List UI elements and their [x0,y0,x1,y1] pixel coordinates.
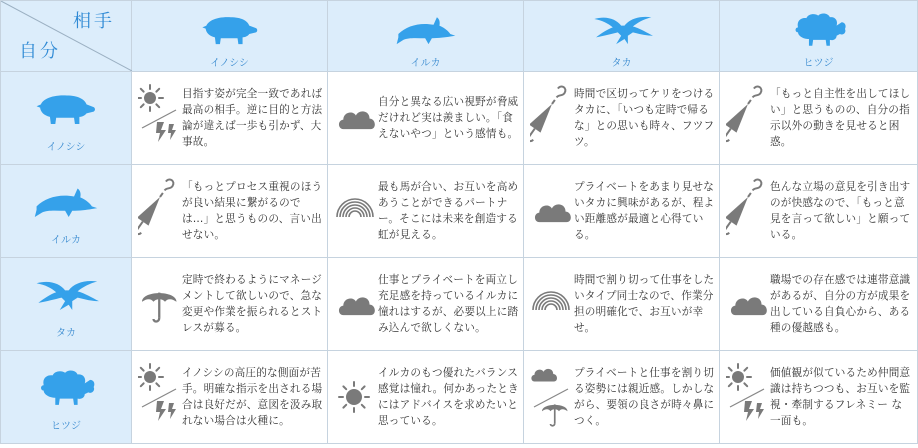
table-cell [524,72,720,165]
umbrella-icon [138,270,180,338]
table-cell [132,258,328,351]
table-row [1,351,918,444]
column-label: タカ [611,58,632,69]
weather-icon-wrap [726,84,768,152]
table-row [1,72,918,165]
sheep-icon-wrap [1,365,131,413]
cloud-to-umbrella-icon [530,363,572,431]
cell-text: 仕事とプライベートを両立し充足感を持っているイルカに憧れはするが、必要以上に踏み込んで欲しくない。 [378,274,519,334]
column-header [328,1,524,72]
table-cell [132,165,328,258]
cloud-icon [726,270,768,338]
table-cell [524,165,720,258]
weather-icon-wrap [334,84,376,152]
boar-icon-wrap [1,86,131,134]
dolphin-icon [395,9,457,49]
dolphin-icon [33,179,99,223]
opponent-label: 相手 [73,11,115,32]
cell-text: 最も馬が合い、お互いを高めあうことができるパートナー。そこには未来を創造する虹が見える。 [378,181,519,241]
table-cell [328,165,524,258]
column-header [524,1,720,72]
table-row [1,258,918,351]
column-label: イノシシ [210,58,249,69]
closed-umbrella-icon [530,84,572,152]
column-header [132,1,328,72]
sheep-icon [33,365,99,409]
weather-icon-wrap [138,177,180,245]
boar-icon [33,86,99,130]
rainbow-icon [334,177,376,245]
column-header [720,1,918,72]
cell-text: プライベートをあまり見せないタカに興味があるが、程よい距離感が最適と心得ている。 [574,181,715,241]
row-label: ヒツジ [51,420,81,432]
table-row [1,165,918,258]
table-cell [720,351,918,444]
sun-to-thunder-icon [138,84,180,152]
dolphin-icon-wrap [1,179,131,227]
table-cell [328,258,524,351]
hawk-icon [591,9,653,49]
table-cell [524,351,720,444]
cell-text: 時間で区切ってケリをつけるタカに、「いつも定時で帰るな」との思いも時々、フツフツ。 [574,88,715,148]
table-cell [132,351,328,444]
dolphin-icon-wrap [328,9,523,53]
cell-text: 価値観が似ているため仲間意識は持ちつつも、お互いを監視・牽制するフレネミー な一面も。 [770,367,911,427]
cell-text: 職場での存在感では連帯意識があるが、自分の方が成果を出している自負心から、ある種の優越感も。 [770,274,911,334]
weather-icon-wrap [726,363,768,431]
table-cell [720,165,918,258]
hawk-icon-wrap [524,9,719,53]
cell-text: 自分と異なる広い視野が脅威だけれど実は羨ましい。「食えないやつ」という感情も。 [378,96,519,140]
row-header [1,351,132,444]
hawk-icon-wrap [1,272,131,320]
weather-icon-wrap [530,177,572,245]
hawk-icon [33,272,99,316]
column-label: イルカ [410,58,441,69]
sun-to-thunder-icon [726,363,768,431]
header-row [1,1,918,72]
row-label: イルカ [51,234,81,246]
row-header [1,165,132,258]
table-cell [328,351,524,444]
weather-icon-wrap [334,270,376,338]
sun-to-thunder-icon [138,363,180,431]
weather-icon-wrap [138,270,180,338]
row-label: タカ [56,327,76,339]
table-cell [720,258,918,351]
weather-icon-wrap [726,270,768,338]
weather-icon-wrap [138,84,180,152]
cell-text: 時間で割り切って仕事をしたいタイプ同士なので、作業分担の明確化で、お互いが幸せ。 [574,274,715,334]
closed-umbrella-icon [726,84,768,152]
weather-icon-wrap [530,84,572,152]
table-cell [132,72,328,165]
table-cell [524,258,720,351]
weather-icon-wrap [530,363,572,431]
boar-icon-wrap [132,9,327,53]
closed-umbrella-icon [726,177,768,245]
sun-icon [334,363,376,431]
cell-text: イノシシの高圧的な側面が苦手。明確な指示を出される場合は良好だが、意図を汲み取れない場合は火種に。 [182,367,323,427]
cloud-icon [530,177,572,245]
boar-icon [199,9,261,49]
cell-text: 定時で終わるようにマネージメントして欲しいので、急な変更や作業を振られるとストレスが募る。 [182,274,323,334]
rainbow-icon [530,270,572,338]
sheep-icon [788,9,850,49]
cell-text: イルカのもつ優れたバランス感覚は憧れ。何かあったときにはアドバイスを求めたいと思っている。 [378,367,519,427]
weather-icon-wrap [334,177,376,245]
cell-text: プライベートと仕事を割り切る姿勢には親近感。しかしながら、要領の良さが時々鼻につく。 [574,367,715,427]
row-label: イノシシ [46,141,86,153]
weather-icon-wrap [334,363,376,431]
weather-icon-wrap [726,177,768,245]
sheep-icon-wrap [720,9,917,53]
table-cell [328,72,524,165]
corner-cell [1,1,132,72]
column-label: ヒツジ [803,58,834,69]
weather-icon-wrap [530,270,572,338]
cell-text: 色んな立場の意見を引き出すのが快感なので、「もっと意見を言って欲しい」と願っている。 [770,181,911,241]
table-cell [720,72,918,165]
closed-umbrella-icon [138,177,180,245]
weather-icon-wrap [138,363,180,431]
cloud-icon [334,84,376,152]
row-header [1,258,132,351]
cell-text: 「もっと自主性を出してほしい」と思うものの、自分の指示以外の動きを見せると困惑。 [770,88,911,148]
cell-text: 「もっとプロセス重視のほうが良い結果に繋がるのでは…」と思うものの、言い出せない。 [182,181,323,241]
row-header [1,72,132,165]
cloud-icon [334,270,376,338]
self-label: 自分 [19,41,61,62]
cell-text: 目指す姿が完全一致であれば最高の相手。逆に目的と方法論が違えば一歩も引かず、大事故。 [182,88,323,148]
